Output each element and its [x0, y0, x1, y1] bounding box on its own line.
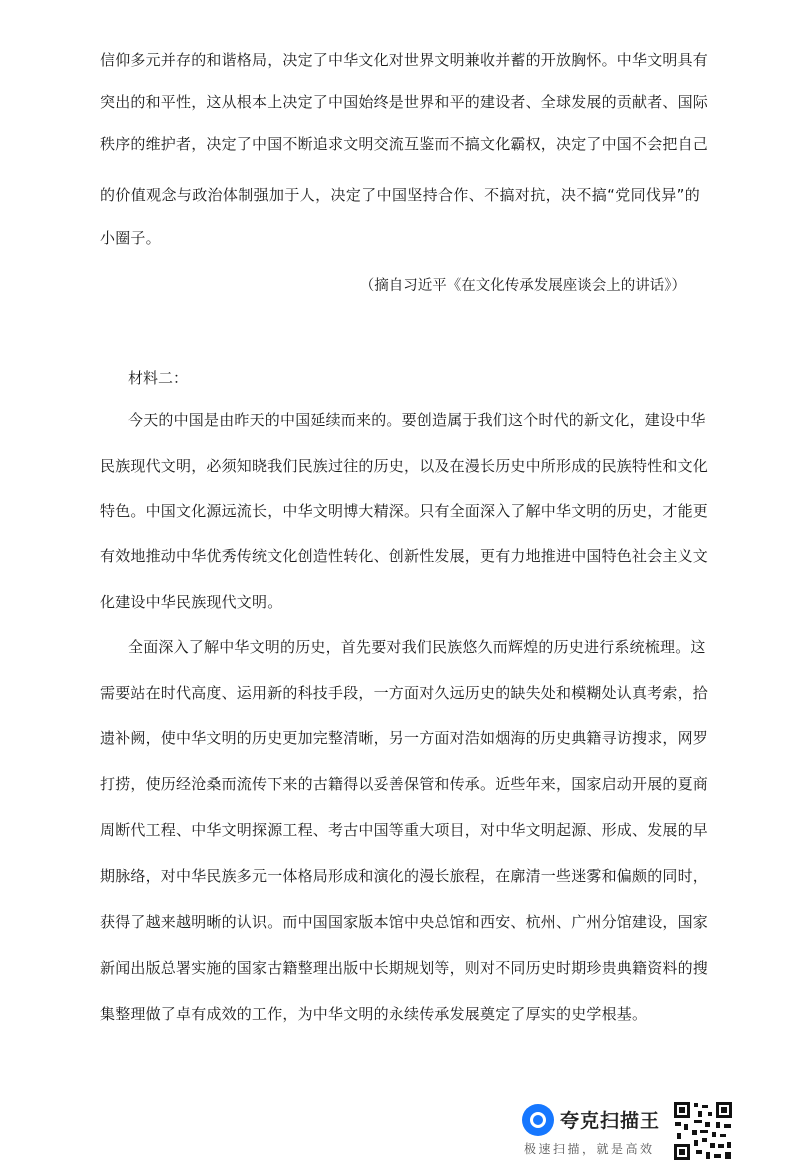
text-line: 期脉络，对中华民族多元一体格局形成和演化的漫长旅程，在廓清一些迷雾和偏颇的同时，: [100, 867, 709, 885]
text-line: 周断代工程、中华文明探源工程、考古中国等重大项目，对中华文明起源、形成、发展的早: [100, 821, 709, 839]
text-line: 遗补阙，使中华文明的历史更加完整清晰，另一方面对浩如烟海的历史典籍寻访搜求，网罗: [100, 729, 709, 747]
citation-source: （摘自习近平《在文化传承发展座谈会上的讲话》）: [359, 278, 686, 294]
text-line: 民族现代文明，必须知晓我们民族过往的历史，以及在漫长历史中所形成的民族特性和文化: [100, 457, 709, 475]
text-line: 信仰多元并存的和谐格局，决定了中华文化对世界文明兼收并蓄的开放胸怀。中华文明具有: [100, 51, 709, 69]
text-line: 化建设中华民族现代文明。: [100, 593, 283, 611]
quark-logo-icon: [522, 1104, 554, 1136]
brand-name: 夸克扫描王: [560, 1110, 661, 1132]
text-line: 的价值观念与政治体制强加于人，决定了中国坚持合作、不搞对抗，决不搞“党同伐异”的: [100, 186, 700, 204]
text-line: 获得了越来越明晰的认识。而中国国家版本馆中央总馆和西安、杭州、广州分馆建设，国家: [100, 913, 709, 931]
section-heading: 材料二：: [128, 369, 189, 387]
text-line: 今天的中国是由昨天的中国延续而来的。要创造属于我们这个时代的新文化，建设中华: [128, 411, 706, 429]
text-line: 打捞，使历经沧桑而流传下来的古籍得以妥善保管和传承。近些年来，国家启动开展的夏商: [100, 775, 709, 793]
text-line: 有效地推动中华优秀传统文化创造性转化、创新性发展，更有力地推进中国特色社会主义文: [100, 547, 709, 565]
text-line: 需要站在时代高度、运用新的科技手段，一方面对久远历史的缺失处和模糊处认真考索，拾: [100, 684, 709, 702]
qr-code-icon: [672, 1100, 734, 1162]
text-line: 小圈子。: [100, 229, 161, 247]
text-line: 全面深入了解中华文明的历史，首先要对我们民族悠久而辉煌的历史进行系统梳理。这: [128, 638, 706, 656]
text-line: 突出的和平性，这从根本上决定了中国始终是世界和平的建设者、全球发展的贡献者、国际: [100, 93, 709, 111]
text-line: 秩序的维护者，决定了中国不断追求文明交流互鉴而不搞文化霸权，决定了中国不会把自己: [100, 135, 709, 153]
text-line: 集整理做了卓有成效的工作，为中华文明的永续传承发展奠定了厚实的史学根基。: [100, 1005, 648, 1023]
text-line: 新闻出版总署实施的国家古籍整理出版中长期规划等，则对不同历史时期珍贵典籍资料的搜: [100, 959, 709, 977]
text-line: 特色。中国文化源远流长，中华文明博大精深。只有全面深入了解中华文明的历史，才能更: [100, 502, 709, 520]
scanner-watermark: [522, 1100, 672, 1162]
brand-slogan: 极速扫描，就是高效: [524, 1142, 655, 1156]
